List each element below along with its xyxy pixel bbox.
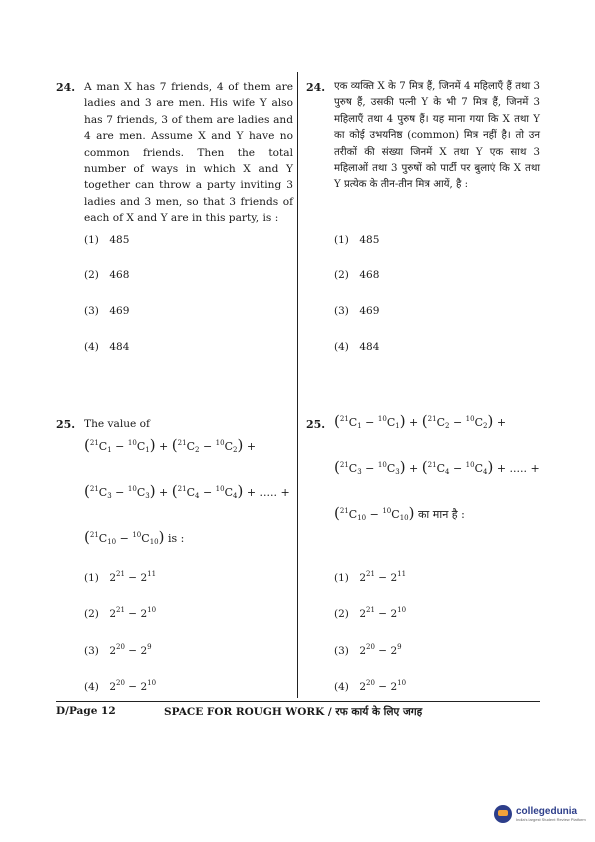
q25-option-3-hi: (3) $2^{20} - 2^9$ — [334, 643, 402, 657]
q24-text-en: A man X has 7 friends, 4 of them are ladies and 3 are men. His wife Y also has 7 friends, 3 of them are ladies and 4 are men. Assume X and Y have no common friends. Then the total number of ways in which X and Y together can throw a party inviting 3 ladies and 3 men, so that 3 friends of each of X and Y are in this party, is : — [84, 81, 293, 225]
logo-name: collegedunia — [516, 806, 578, 817]
q25-expr-line1-en: $(^{21}C_1 - ^{10}C_1) + (^{21}C_2 - ^{10}C_2)$ + — [84, 436, 257, 454]
q25-option-1-hi: (1) $2^{21} - 2^{11}$ — [334, 570, 407, 584]
logo-tagline: India's largest Student Review Platform — [516, 817, 586, 822]
q25-number-hi: 25. — [306, 418, 326, 431]
q25-expr-line2-hi: $(^{21}C_3 - ^{10}C_3) + (^{21}C_4 - ^{10}C_4)$ + ..... + — [334, 458, 540, 476]
q24-option-3-hi: (3) 469 — [334, 305, 380, 317]
q24-number-hi: 24. — [306, 81, 326, 94]
q25-option-2-en: (2) $2^{21} - 2^{10}$ — [84, 606, 157, 620]
q24-text-hi: एक व्यक्ति X के 7 मित्र हैं, जिनमें 4 महिलाएँ हैं तथा 3 पुरुष हैं, उसकी पत्नी Y के भी 7 मित्र हैं, जिनमें 3 महिलाएँ तथा 4 पुरुष हैं। यह माना गया कि X तथा Y का कोई उभयनिष्ठ (common) मित्र नहीं है। तो उन तरीकों की संख्या जिनमें X तथा Y एक साथ 3 महिलाओं तथा 3 पुरुषों को पार्टी पर बुलाएं कि X तथा Y प्रत्येक के तीन-तीन मित्र आयें, है : — [334, 81, 540, 191]
q25-intro-en: The value of — [84, 418, 150, 430]
q25-expr-line2-en: $(^{21}C_3 - ^{10}C_3) + (^{21}C_4 - ^{10}C_4)$ + ..... + — [84, 482, 290, 500]
q24-number-en: 24. — [56, 81, 76, 94]
q25-option-2-hi: (2) $2^{21} - 2^{10}$ — [334, 606, 407, 620]
q24-option-2-en: (2) 468 — [84, 269, 130, 281]
q25-option-3-en: (3) $2^{20} - 2^9$ — [84, 643, 152, 657]
q25-option-1-en: (1) $2^{21} - 2^{11}$ — [84, 570, 157, 584]
q24-option-1-hi: (1) 485 — [334, 234, 380, 246]
q24-option-4-en: (4) 484 — [84, 341, 130, 353]
q25-option-4-hi: (4) $2^{20} - 2^{10}$ — [334, 679, 407, 693]
q25-expr-line3-en: $(^{21}C_{10} - ^{10}C_{10})$ is : — [84, 528, 185, 546]
page-number: D/Page 12 — [56, 705, 116, 717]
footer-rule — [56, 701, 540, 702]
rough-work-label: SPACE FOR ROUGH WORK / रफ कार्य के लिए जगह — [164, 706, 423, 718]
collegedunia-logo — [494, 805, 586, 823]
q25-option-4-en: (4) $2^{20} - 2^{10}$ — [84, 679, 157, 693]
q24-option-4-hi: (4) 484 — [334, 341, 380, 353]
q25-expr-line3-hi: $(^{21}C_{10} - ^{10}C_{10})$ का मान है : — [334, 504, 465, 522]
q25-number-en: 25. — [56, 418, 76, 431]
mascot-icon — [494, 805, 512, 823]
q24-option-1-en: (1) 485 — [84, 234, 130, 246]
q24-option-3-en: (3) 469 — [84, 305, 130, 317]
column-divider — [297, 72, 298, 698]
q24-option-2-hi: (2) 468 — [334, 269, 380, 281]
q25-expr-line1-hi: $(^{21}C_1 - ^{10}C_1) + (^{21}C_2 - ^{10}C_2)$ + — [334, 412, 507, 430]
